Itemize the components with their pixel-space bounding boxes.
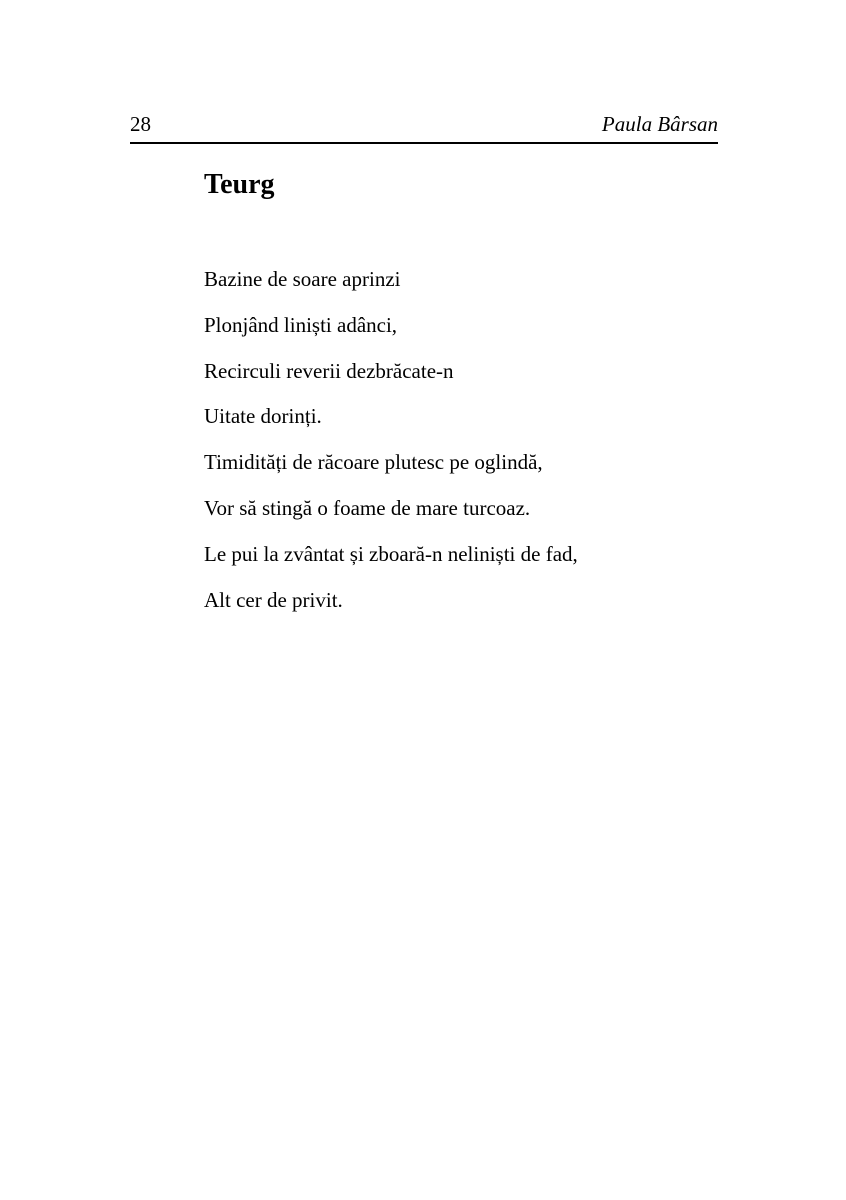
page-number: 28	[130, 112, 151, 136]
poem-line: Alt cer de privit.	[204, 587, 343, 612]
poem-line: Bazine de soare aprinzi	[204, 267, 401, 291]
poem-line: Le pui la zvântat și zboară-n neliniști de fad,	[204, 541, 578, 566]
poem-line: Recirculi reverii dezbrăcate-n	[204, 358, 454, 383]
poem-line: Uitate dorinți.	[204, 404, 322, 429]
poem-title: Teurg	[204, 169, 275, 200]
running-header	[130, 112, 718, 144]
poem-line: Vor să stingă o foame de mare turcoaz.	[204, 495, 531, 520]
poem-line: Plonjând liniști adânci,	[204, 312, 398, 337]
poem-line: Timidități de răcoare plutesc pe oglindă,	[204, 450, 543, 475]
poem-body	[204, 257, 756, 623]
running-head-author: Paula Bârsan	[601, 112, 718, 136]
